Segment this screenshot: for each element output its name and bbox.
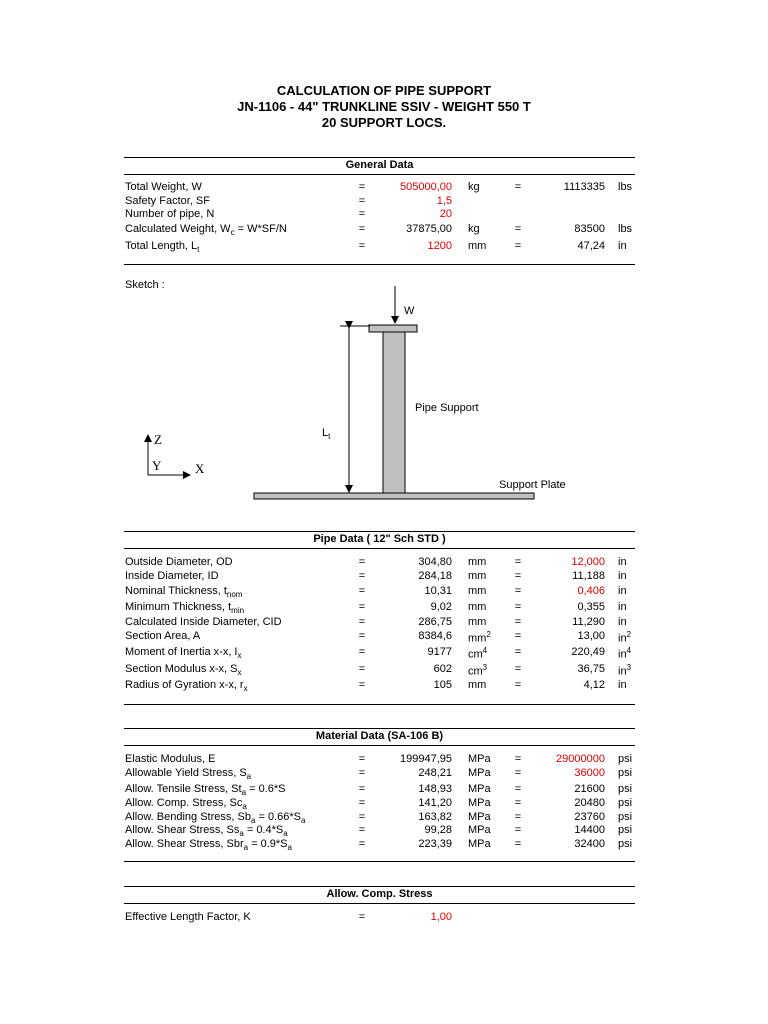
comp-rule-top (124, 886, 635, 887)
label: Allow. Bending Stress, $Sb_a = 0.66*S_a$ (125, 811, 306, 826)
value-us: 0,406 (577, 585, 605, 597)
equals: = (514, 181, 522, 193)
general-rule-mid (124, 174, 635, 175)
pipe-rule-mid (124, 548, 635, 549)
equals: = (514, 838, 522, 850)
row-nominal-thickness (0, 585, 768, 599)
equals: = (514, 797, 522, 809)
axis-y-label: Y (152, 458, 162, 473)
row-allow-bearing-stress (0, 838, 768, 852)
row-total-weight (0, 181, 768, 195)
value-si: 105 (433, 679, 452, 691)
row-allow-comp-stress (0, 797, 768, 811)
value-us: 14400 (574, 824, 605, 836)
equals: = (358, 797, 366, 809)
value-si: 602 (433, 663, 452, 675)
equals: = (514, 223, 522, 235)
value-us: 1113335 (563, 181, 605, 193)
unit-si: MPa (468, 838, 491, 850)
unit-si: mm (468, 556, 487, 568)
equals: = (514, 767, 522, 779)
value-us: 4,12 (583, 679, 605, 691)
unit-us: in (618, 601, 627, 613)
label: Section Modulus x-x, $S_x$ (125, 663, 242, 678)
equals: = (514, 556, 522, 568)
row-safety-factor (0, 195, 768, 209)
unit-si: MPa (468, 811, 491, 823)
label: Nominal Thickness, $t_{nom}$ (125, 585, 243, 600)
label: Effective Length Factor, K (125, 911, 251, 923)
equals: = (514, 585, 522, 597)
value-si: 286,75 (418, 616, 452, 628)
value-us: 36,75 (577, 663, 605, 675)
value-us: 0,355 (577, 601, 605, 613)
support-plate-label: Support Plate (499, 479, 566, 491)
unit-si: MPa (468, 767, 491, 779)
row-section-area (0, 630, 768, 644)
unit-si: mm (468, 240, 487, 252)
value-si: 1200 (427, 240, 452, 252)
unit-si: MPa (468, 783, 491, 795)
value-us: 11,290 (572, 616, 605, 628)
equals: = (358, 663, 366, 675)
material-rule-bottom (124, 861, 635, 862)
title-line-2: JN-1106 - 44" TRUNKLINE SSIV - WEIGHT 550 T (237, 99, 531, 114)
unit-us: in (618, 240, 627, 252)
equals: = (358, 767, 366, 779)
equals: = (358, 208, 366, 220)
equals: = (358, 570, 366, 582)
equals: = (514, 630, 522, 642)
equals: = (514, 753, 522, 765)
general-data-header: General Data (345, 159, 414, 171)
pipe-column (383, 332, 405, 494)
unit-us: psi (618, 838, 633, 850)
label: Elastic Modulus, E (125, 753, 216, 765)
value-us: 83500 (574, 223, 605, 235)
material-rule-mid (124, 745, 635, 746)
unit-us: in (618, 616, 627, 628)
pipe-rule-bottom (124, 704, 635, 705)
general-rule-bottom (124, 264, 635, 265)
row-moment-of-inertia (0, 646, 768, 660)
value-si: 163,82 (418, 811, 452, 823)
row-inside-diameter (0, 570, 768, 584)
row-radius-of-gyration (0, 679, 768, 693)
equals: = (358, 679, 366, 691)
value-si: 223,39 (418, 838, 452, 850)
label: Total Length, $L_t$ (125, 240, 200, 255)
top-plate (369, 325, 417, 332)
equals: = (514, 570, 522, 582)
unit-si: mm (468, 570, 487, 582)
unit-us: psi (618, 767, 633, 779)
unit-us: in (618, 585, 627, 597)
axis-z-label: Z (154, 432, 162, 447)
equals: = (514, 646, 522, 658)
equals: = (358, 783, 366, 795)
value-us: 11,188 (572, 570, 605, 582)
equals: = (358, 616, 366, 628)
unit-si: $mm^2$ (468, 630, 491, 645)
axis-x-label: X (195, 461, 205, 476)
title-line-3: 20 SUPPORT LOCS. (321, 115, 447, 130)
unit-us: psi (618, 783, 633, 795)
value-us: 32400 (574, 838, 605, 850)
label: Outside Diameter, OD (125, 556, 233, 568)
row-effective-length-factor (0, 911, 768, 925)
equals: = (514, 811, 522, 823)
value-si: 148,93 (418, 783, 452, 795)
value-us: 21600 (574, 783, 605, 795)
sketch-label: Sketch : (125, 279, 165, 291)
value-us: 47,24 (577, 240, 605, 252)
value-si: 304,80 (418, 556, 452, 568)
value-si: 141,20 (418, 797, 452, 809)
value-us: 23760 (574, 811, 605, 823)
label: Allow. Shear Stress, $Sbr_a = 0.9*S_a$ (125, 838, 292, 853)
label: Allow. Comp. Stress, $Sc_a$ (125, 797, 247, 812)
equals: = (358, 824, 366, 836)
equals: = (358, 646, 366, 658)
value-si: 1,00 (430, 911, 452, 923)
unit-us: in (618, 679, 627, 691)
equals: = (358, 911, 366, 923)
label: Calculated Weight, $W_c = W*SF/N$ (125, 223, 287, 238)
label: Number of pipe, N (125, 208, 215, 220)
value-si: 99,28 (424, 824, 452, 836)
value-si: 9177 (427, 646, 452, 658)
unit-us: psi (618, 824, 633, 836)
value-si: 37875,00 (406, 223, 452, 235)
equals: = (358, 181, 366, 193)
row-section-modulus (0, 663, 768, 677)
title-line-1: CALCULATION OF PIPE SUPPORT (276, 83, 492, 98)
pipe-data-header: Pipe Data ( 12" Sch STD ) (313, 533, 446, 545)
label: Safety Factor, SF (125, 195, 210, 207)
equals: = (358, 838, 366, 850)
unit-si: $cm^4$ (468, 646, 488, 661)
label: Moment of Inertia x-x, $I_x$ (125, 646, 242, 661)
value-si: 9,02 (430, 601, 452, 613)
unit-si: mm (468, 679, 487, 691)
equals: = (514, 240, 522, 252)
unit-us: psi (618, 797, 633, 809)
unit-us: psi (618, 811, 633, 823)
value-si: 20 (439, 208, 452, 220)
equals: = (358, 753, 366, 765)
unit-us: in (618, 570, 627, 582)
equals: = (358, 240, 366, 252)
value-si: 284,18 (418, 570, 452, 582)
row-minimum-thickness (0, 601, 768, 615)
value-us: 13,00 (577, 630, 605, 642)
value-us: 20480 (574, 797, 605, 809)
unit-us: in (618, 556, 627, 568)
equals: = (358, 811, 366, 823)
value-si: 199947,95 (400, 753, 452, 765)
value-us: 220,49 (571, 646, 605, 658)
pipe-support-sketch (0, 280, 768, 520)
unit-si: MPa (468, 753, 491, 765)
value-si: 248,21 (418, 767, 452, 779)
unit-us: lbs (618, 181, 633, 193)
row-allow-bending-stress (0, 811, 768, 825)
support-plate (254, 493, 534, 499)
value-us: 12,000 (571, 556, 605, 568)
material-data-header: Material Data (SA-106 B) (315, 730, 444, 742)
equals: = (514, 679, 522, 691)
length-label: $L_t$ (322, 427, 331, 442)
row-calculated-weight (0, 223, 768, 237)
general-rule-top (124, 157, 635, 158)
unit-si: mm (468, 585, 487, 597)
row-allow-tensile-stress (0, 783, 768, 797)
unit-si: MPa (468, 824, 491, 836)
row-number-of-pipe (0, 208, 768, 222)
unit-si: MPa (468, 797, 491, 809)
comp-rule-mid (124, 903, 635, 904)
unit-si: kg (468, 223, 480, 235)
label: Allow. Shear Stress, $Ss_a = 0.4*S_a$ (125, 824, 288, 839)
unit-si: mm (468, 601, 487, 613)
row-elastic-modulus (0, 753, 768, 767)
label: Total Weight, W (125, 181, 202, 193)
unit-si: kg (468, 181, 480, 193)
unit-us: $in^3$ (618, 663, 632, 678)
row-total-length (0, 240, 768, 254)
value-si: 8384,6 (418, 630, 452, 642)
value-si: 10,31 (424, 585, 452, 597)
unit-us: psi (618, 753, 633, 765)
equals: = (358, 195, 366, 207)
label: Inside Diameter, ID (125, 570, 219, 582)
row-allow-shear-stress (0, 824, 768, 838)
row-outside-diameter (0, 556, 768, 570)
equals: = (358, 630, 366, 642)
row-calculated-inside-diameter (0, 616, 768, 630)
equals: = (514, 601, 522, 613)
load-label: W (404, 305, 415, 317)
label: Minimum Thickness, $t_{min}$ (125, 601, 245, 616)
label: Allow. Tensile Stress, $St_a = 0.6*S$ (125, 783, 286, 798)
equals: = (514, 824, 522, 836)
comp-stress-header: Allow. Comp. Stress (326, 888, 433, 900)
equals: = (514, 783, 522, 795)
equals: = (514, 663, 522, 675)
pipe-support-label: Pipe Support (415, 402, 479, 414)
unit-si: $cm^3$ (468, 663, 488, 678)
equals: = (358, 556, 366, 568)
unit-si: mm (468, 616, 487, 628)
material-rule-top (124, 728, 635, 729)
unit-us: $in^4$ (618, 646, 632, 661)
value-us: 36000 (574, 767, 605, 779)
label: Section Area, A (125, 630, 201, 642)
label: Allowable Yield Stress, $S_a$ (125, 767, 252, 782)
label: Radius of Gyration x-x, $r_x$ (125, 679, 248, 694)
equals: = (358, 223, 366, 235)
equals: = (514, 616, 522, 628)
pipe-rule-top (124, 531, 635, 532)
equals: = (358, 585, 366, 597)
value-us: 29000000 (556, 753, 605, 765)
value-si: 1,5 (436, 195, 452, 207)
unit-us: $in^2$ (618, 630, 632, 645)
unit-us: lbs (618, 223, 633, 235)
value-si: 505000,00 (400, 181, 452, 193)
label: Calculated Inside Diameter, CID (125, 616, 282, 628)
equals: = (358, 601, 366, 613)
row-allowable-yield-stress (0, 767, 768, 781)
